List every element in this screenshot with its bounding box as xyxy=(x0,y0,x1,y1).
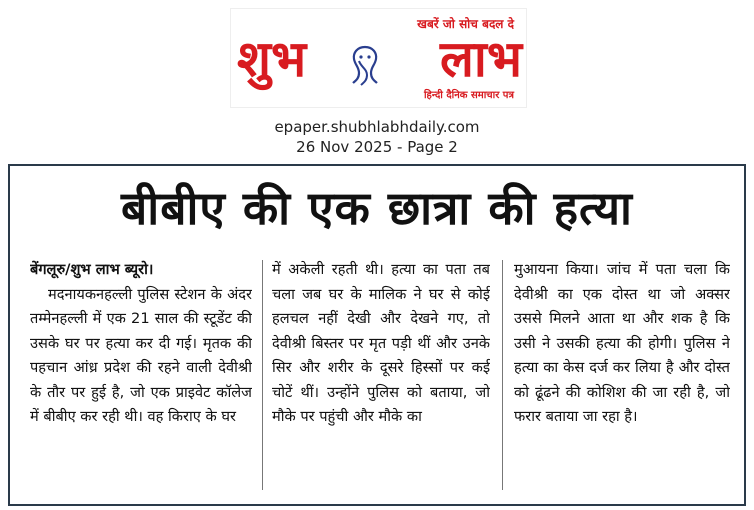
newspaper-masthead xyxy=(230,8,527,108)
masthead-tagline: खबरें जो सोच बदल दे xyxy=(417,17,514,31)
logo-word-left: शुभ xyxy=(237,30,307,88)
column-divider xyxy=(502,260,503,490)
article-column-1 xyxy=(30,258,252,498)
article-column-2-text: में अकेली रहती थी। हत्या का पता तब चला जब घर के मालिक ने घर से कोई हलचल नहीं देखी और देखने गए, तो देवीश्री बिस्तर पर मृत पड़ी थीं और उनके सिर और शरीर के दूसरे हिस्सों पर कई चोटें थीं। उन्होंने पुलिस को बताया, जो मौके पर पहुंची और मौके का xyxy=(272,261,490,425)
news-article xyxy=(8,164,746,506)
article-columns xyxy=(30,258,730,498)
masthead-subtitle: हिन्दी दैनिक समाचार पत्र xyxy=(423,90,514,101)
article-column-3 xyxy=(514,258,730,498)
ganesh-emblem-icon xyxy=(345,43,385,87)
logo-word-right: लाभ xyxy=(440,30,522,88)
article-column-2 xyxy=(272,258,490,498)
article-column-1-text: मदनायकनहल्ली पुलिस स्टेशन के अंदर तम्मेनहल्ली में एक 21 साल की स्टूडेंट की उसके घर पर हत्या कर दी गई। मृतक की पहचान आंध्र प्रदेश की रहने वाली देवीश्री के तौर पर हुई है, जो एक प्राइवेट कॉलेज में बीबीए कर रही थी। वह किराए के घर xyxy=(30,285,252,425)
epaper-url[interactable]: epaper.shubhlabhdaily.com xyxy=(274,118,480,136)
column-divider xyxy=(262,260,263,490)
newspaper-logo xyxy=(237,29,522,89)
article-headline: बीबीए की एक छात्रा की हत्या xyxy=(121,181,633,235)
article-dateline: बेंगलूरु/शुभ लाभ ब्यूरो। xyxy=(30,261,154,278)
article-column-3-text: मुआयना किया। जांच में पता चला कि देवीश्री का एक दोस्त था जो अक्सर उससे मिलने आता था और शक है कि उसी ने उसकी हत्या की होगी। पुलिस ने हत्या का केस दर्ज कर लिया है और दोस्त को ढूंढने की कोशिश की जा रही है, जो फरार बताया जा रहा है। xyxy=(514,261,730,425)
issue-date-page: 26 Nov 2025 - Page 2 xyxy=(296,138,458,156)
